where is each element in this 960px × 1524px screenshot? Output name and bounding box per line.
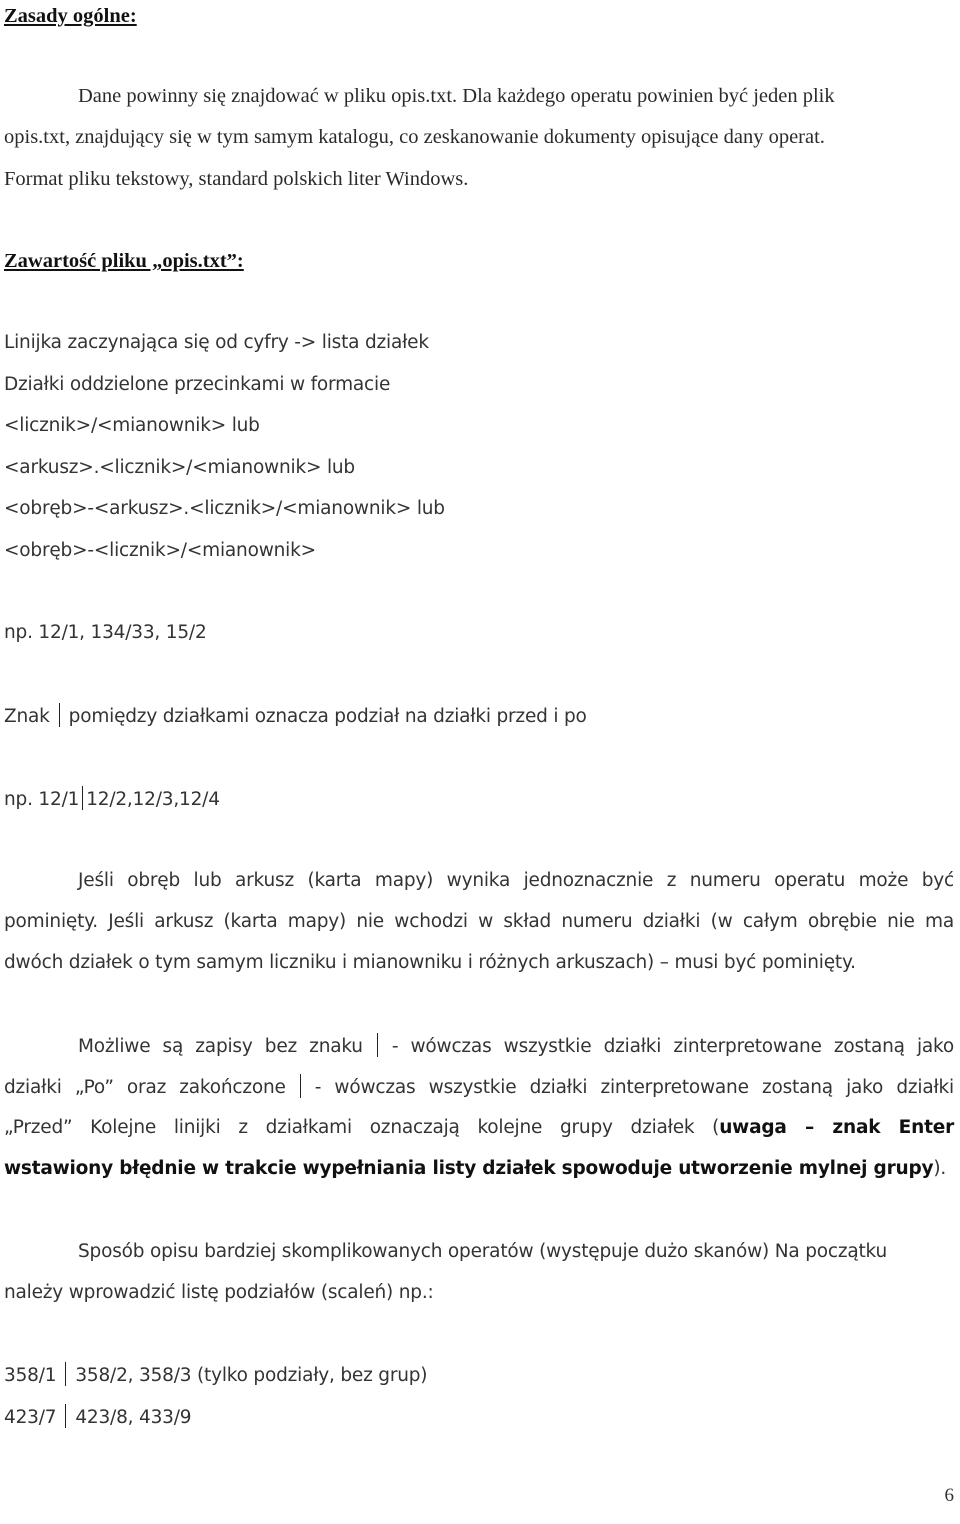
separator-bar xyxy=(377,1033,378,1057)
para-omit-line-2: pominięty. Jeśli arkusz (karta mapy) nie wchodzi w skład numeru działki (w całym obrębie nie ma xyxy=(4,911,954,932)
sign-line-before: Znak xyxy=(4,706,50,727)
format-line-2: Działki oddzielone przecinkami w formacie xyxy=(4,374,391,395)
split-example-2 xyxy=(4,1404,954,1431)
page-number: 6 xyxy=(944,1485,954,1506)
split-example-2-before: 423/7 xyxy=(4,1407,57,1428)
para-possible-l4-normal: ). xyxy=(933,1158,947,1179)
separator-bar xyxy=(82,786,83,810)
intro-line-1: Dane powinny się znajdować w pliku opis.txt. Dla każdego operatu powinien być jeden plik xyxy=(78,85,835,107)
intro-line-3: Format pliku tekstowy, standard polskich liter Windows. xyxy=(4,168,469,190)
separator-bar xyxy=(300,1074,301,1098)
split-example-1 xyxy=(4,1362,954,1389)
para-possible-line-2 xyxy=(4,1074,954,1101)
format-line-1: Linijka zaczynająca się od cyfry -> lista działek xyxy=(4,332,429,353)
sign-line xyxy=(4,703,954,730)
intro-line-2: opis.txt, znajdujący się w tym samym katalogu, co zeskanowanie dokumenty opisujące dany operat. xyxy=(4,126,825,148)
para-possible-l1-before: Możliwe są zapisy bez znaku xyxy=(78,1036,363,1057)
example-2-before: np. 12/1 xyxy=(4,789,80,810)
example-2-after: 12/2,12/3,12/4 xyxy=(86,789,220,810)
para-possible-line-1 xyxy=(78,1033,954,1060)
para-possible-l1-after: - wówczas wszystkie działki zinterpretowane zostaną jako xyxy=(391,1036,954,1057)
para-omit-line-3: dwóch działek o tym samym liczniku i mianowniku i różnych arkuszach) – musi być pominięty. xyxy=(4,952,856,973)
sign-line-after: pomiędzy działkami oznacza podział na działki przed i po xyxy=(68,706,587,727)
split-example-1-before: 358/1 xyxy=(4,1365,57,1386)
warning-bold-text-cont: wstawiony błędnie w trakcie wypełniania listy działek spowoduje utworzenie mylnej grupy xyxy=(4,1158,934,1179)
format-line-4: <arkusz>.<licznik>/<mianownik> lub xyxy=(4,457,355,478)
format-line-6: <obręb>-<licznik>/<mianownik> xyxy=(4,540,316,561)
para-possible-l2-after: - wówczas wszystkie działki zinterpretowane zostaną jako działki xyxy=(314,1077,954,1098)
separator-bar xyxy=(59,703,60,727)
separator-bar xyxy=(65,1362,66,1386)
example-2 xyxy=(4,786,954,813)
split-example-2-after: 423/8, 433/9 xyxy=(75,1407,192,1428)
warning-bold-text: uwaga – znak Enter xyxy=(719,1117,954,1138)
separator-bar xyxy=(65,1404,66,1428)
format-line-5: <obręb>-<arkusz>.<licznik>/<mianownik> lub xyxy=(4,498,445,519)
heading-contents: Zawartość pliku „opis.txt”: xyxy=(4,250,244,272)
format-line-3: <licznik>/<mianownik> lub xyxy=(4,415,260,436)
para-complex-line-1: Sposób opisu bardziej skomplikowanych operatów (występuje dużo skanów) Na początku xyxy=(78,1241,888,1262)
para-possible-l3-normal: „Przed” Kolejne linijki z działkami oznaczają kolejne grupy działek ( xyxy=(4,1117,720,1138)
heading-general: Zasady ogólne: xyxy=(4,5,137,27)
para-complex-line-2: należy wprowadzić listę podziałów (scaleń) np.: xyxy=(4,1282,434,1303)
split-example-1-after: 358/2, 358/3 (tylko podziały, bez grup) xyxy=(75,1365,428,1386)
para-possible-line-3 xyxy=(4,1115,954,1141)
para-possible-line-4 xyxy=(4,1156,954,1182)
para-possible-l2-before: działki „Po” oraz zakończone xyxy=(4,1077,286,1098)
para-omit-line-1: Jeśli obręb lub arkusz (karta mapy) wynika jednoznacznie z numeru operatu może być xyxy=(78,870,954,891)
example-1: np. 12/1, 134/33, 15/2 xyxy=(4,622,207,643)
